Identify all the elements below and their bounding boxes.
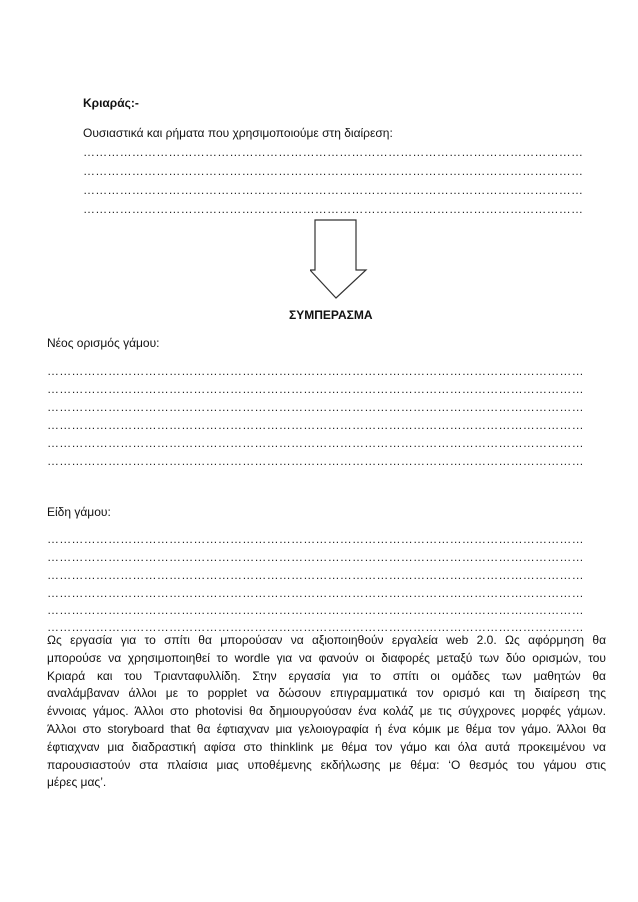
down-arrow-icon (310, 218, 370, 304)
section-kriaras-title: Κριαράς:- (83, 96, 139, 110)
dotted-line: …………………………………………………………………………………………………………… (83, 145, 584, 159)
conclusion-title: ΣΥΜΠΕΡΑΣΜΑ (289, 308, 373, 322)
paragraph-line: παρουσιαστούν στα πλαίσια μιας υποθέμενης εκδήλωσης με θέμα: ‘Ο θεσμός του γάμου στις (47, 757, 606, 772)
dotted-line: …………………………………………………………………………………………………………………… (47, 586, 584, 600)
dotted-line: …………………………………………………………………………………………………………………… (47, 400, 584, 414)
dotted-line: …………………………………………………………………………………………………………… (83, 164, 584, 178)
paragraph-line: αναλάμβαναν άλλοι με το popplet να δώσουν επιγραμματικά τον ορισμό και τη διαίρεση της (47, 686, 606, 701)
dotted-line: …………………………………………………………………………………………………………………… (47, 436, 584, 450)
dotted-line: …………………………………………………………………………………………………………………… (47, 568, 584, 582)
paragraph-line: έννοιας γάμος. Άλλοι στο photovisi θα δημιουργούσαν ένα κολάζ με τις σύγχρονες μορφές γάμων. (47, 704, 606, 719)
paragraph-line: Κριαρά και του Τριανταφυλλίδη. Στην εργασία για το σπίτι οι ομάδες των μαθητών θα (47, 668, 606, 683)
dotted-line: …………………………………………………………………………………………………………………… (47, 454, 584, 468)
dotted-line: …………………………………………………………………………………………………………………… (47, 382, 584, 396)
paragraph-line: μπορούσε να χρησιμοποιηθεί το wordle για να φανούν οι διαφορές μεταξύ των δύο ορισμών, του (47, 650, 606, 665)
dotted-line: …………………………………………………………………………………………………………………… (47, 620, 584, 634)
dotted-line: …………………………………………………………………………………………………………………… (47, 603, 584, 617)
paragraph-line: έφτιαχναν μια διαδραστική αφίσα στο thinklink με θέμα τον γάμο και όλα αυτά προκειμένου να (47, 739, 606, 754)
dotted-line: …………………………………………………………………………………………………………… (83, 202, 584, 216)
types-of-marriage-label: Είδη γάμου: (47, 505, 111, 519)
dotted-line: …………………………………………………………………………………………………………… (83, 183, 584, 197)
dotted-line: …………………………………………………………………………………………………………………… (47, 364, 584, 378)
homework-paragraph (47, 632, 606, 792)
section-kriaras-subtitle: Ουσιαστικά και ρήματα που χρησιμοποιούμε στη διαίρεση: (83, 126, 393, 140)
new-definition-label: Νέος ορισμός γάμου: (47, 336, 160, 350)
dotted-line: …………………………………………………………………………………………………………………… (47, 418, 584, 432)
dotted-line: …………………………………………………………………………………………………………………… (47, 532, 584, 546)
dotted-line: …………………………………………………………………………………………………………………… (47, 550, 584, 564)
paragraph-line: μέρες μας’. (47, 775, 107, 790)
paragraph-line: Άλλοι στο storyboard that θα έφτιαχναν μια γελοιογραφία ή ένα κόμικ με θέμα τον γάμο. Άλλοι θα (47, 721, 606, 736)
paragraph-line: Ως εργασία για το σπίτι θα μπορούσαν να αξιοποιηθούν εργαλεία web 2.0. Ως αφόρμηση θα (47, 633, 606, 647)
